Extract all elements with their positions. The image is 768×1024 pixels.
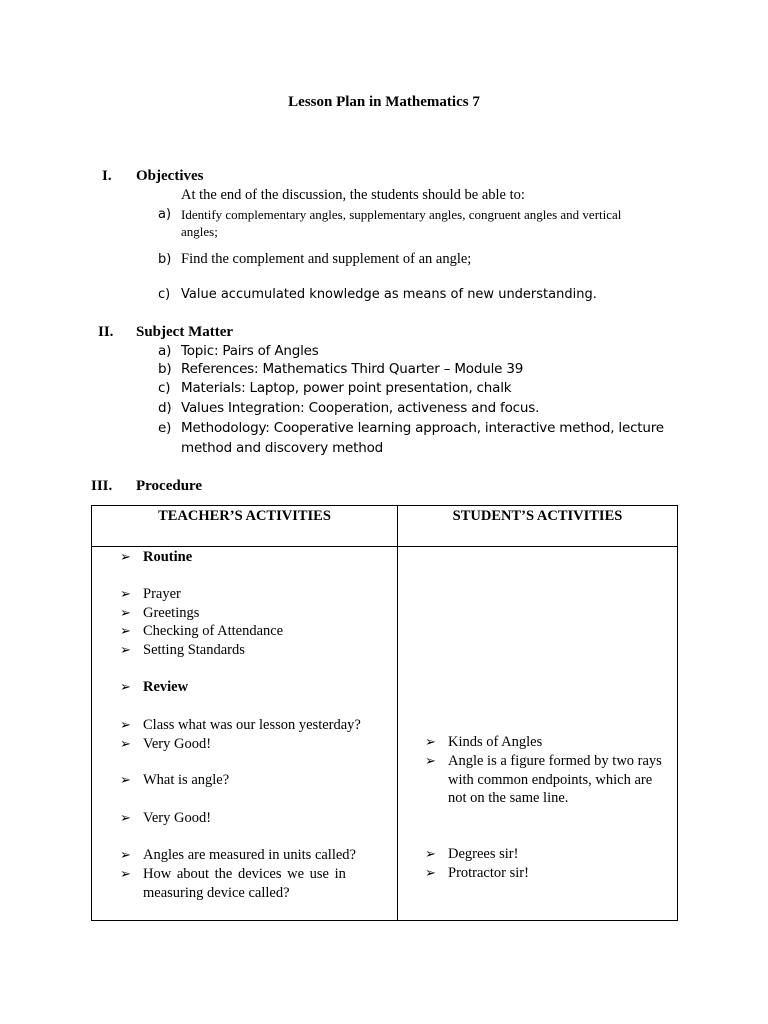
student-item-text: Protractor sir!	[448, 865, 529, 881]
objective-a-label: a)	[158, 207, 172, 222]
teacher-activities-header: TEACHER’S ACTIVITIES	[92, 506, 398, 547]
arrow-bullet-icon: ➢	[425, 865, 436, 880]
teacher-item-text: Very Good!	[143, 810, 212, 826]
subject-c-text: Materials: Laptop, power point presentation, chalk	[181, 380, 512, 396]
teacher-item-text: Checking of Attendance	[143, 623, 284, 639]
teacher-item-text: Prayer	[143, 586, 181, 602]
teacher-item-text: Very Good!	[143, 736, 212, 752]
subject-e-text-1: Methodology: Cooperative learning approach, interactive method, lecture	[181, 420, 664, 436]
student-item-text: Degrees sir!	[448, 846, 519, 862]
subject-b-text: References: Mathematics Third Quarter – Module 39	[181, 361, 524, 377]
procedure-table-body-row	[92, 547, 678, 921]
arrow-bullet-icon: ➢	[120, 679, 131, 694]
subject-c-label: c)	[158, 380, 171, 396]
subject-e-label: e)	[158, 420, 172, 436]
arrow-bullet-icon: ➢	[120, 605, 131, 620]
objective-a-text-2: angles;	[181, 224, 218, 239]
objectives-intro: At the end of the discussion, the students should be able to:	[181, 187, 525, 203]
arrow-bullet-icon: ➢	[120, 847, 131, 862]
page-title: Lesson Plan in Mathematics 7	[288, 94, 480, 110]
student-activities-cell	[398, 547, 678, 921]
teacher-item-text: Angles are measured in units called?	[143, 847, 356, 863]
student-item-text: with common endpoints, which are	[448, 771, 653, 788]
procedure-number: III.	[91, 478, 113, 494]
arrow-bullet-icon: ➢	[425, 753, 436, 768]
teacher-item-text: Greetings	[143, 605, 200, 621]
objective-a-text-1: Identify complementary angles, supplementary angles, congruent angles and vertical	[181, 207, 622, 222]
objective-b-text: Find the complement and supplement of an angle;	[181, 251, 472, 267]
subject-b-label: b)	[158, 361, 172, 377]
student-item-text: Kinds of Angles	[448, 734, 543, 750]
arrow-bullet-icon: ➢	[120, 586, 131, 601]
arrow-bullet-icon: ➢	[120, 772, 131, 787]
teacher-item-text: Routine	[143, 549, 193, 565]
subject-d-text: Values Integration: Cooperation, activeness and focus.	[181, 400, 540, 416]
arrow-bullet-icon: ➢	[425, 734, 436, 749]
student-item-text: not on the same line.	[448, 790, 569, 806]
teacher-item-text: Class what was our lesson yesterday?	[143, 717, 361, 733]
arrow-bullet-icon: ➢	[120, 810, 131, 825]
subject-heading: Subject Matter	[136, 324, 234, 340]
subject-e-text-2: method and discovery method	[181, 440, 384, 456]
objective-c-label: c)	[158, 287, 171, 302]
subject-a-label: a)	[158, 343, 172, 359]
arrow-bullet-icon: ➢	[120, 623, 131, 638]
teacher-activities-cell	[92, 547, 398, 921]
teacher-item-text: What is angle?	[143, 772, 230, 788]
student-item-text: Angle is a figure formed by two rays	[448, 753, 662, 769]
objectives-heading: Objectives	[136, 168, 204, 184]
teacher-item-text: Setting Standards	[143, 642, 245, 658]
arrow-bullet-icon: ➢	[425, 846, 436, 861]
procedure-heading: Procedure	[136, 478, 203, 494]
teacher-item-text: measuring device called?	[143, 884, 290, 901]
objective-c-text: Value accumulated knowledge as means of new understanding.	[181, 287, 597, 302]
arrow-bullet-icon: ➢	[120, 549, 131, 564]
procedure-table-header-row	[92, 506, 678, 547]
teacher-item-text: How about the devices we use in	[143, 866, 346, 882]
subject-a-text: Topic: Pairs of Angles	[181, 343, 319, 359]
subject-d-label: d)	[158, 400, 172, 416]
teacher-item-text: Review	[143, 679, 189, 695]
objectives-number: I.	[102, 168, 112, 184]
arrow-bullet-icon: ➢	[120, 717, 131, 732]
objective-b-label: b)	[158, 252, 172, 267]
arrow-bullet-icon: ➢	[120, 736, 131, 751]
procedure-table	[91, 505, 678, 921]
subject-number: II.	[98, 324, 114, 340]
arrow-bullet-icon: ➢	[120, 642, 131, 657]
student-activities-header: STUDENT’S ACTIVITIES	[398, 506, 678, 547]
arrow-bullet-icon: ➢	[120, 866, 131, 881]
